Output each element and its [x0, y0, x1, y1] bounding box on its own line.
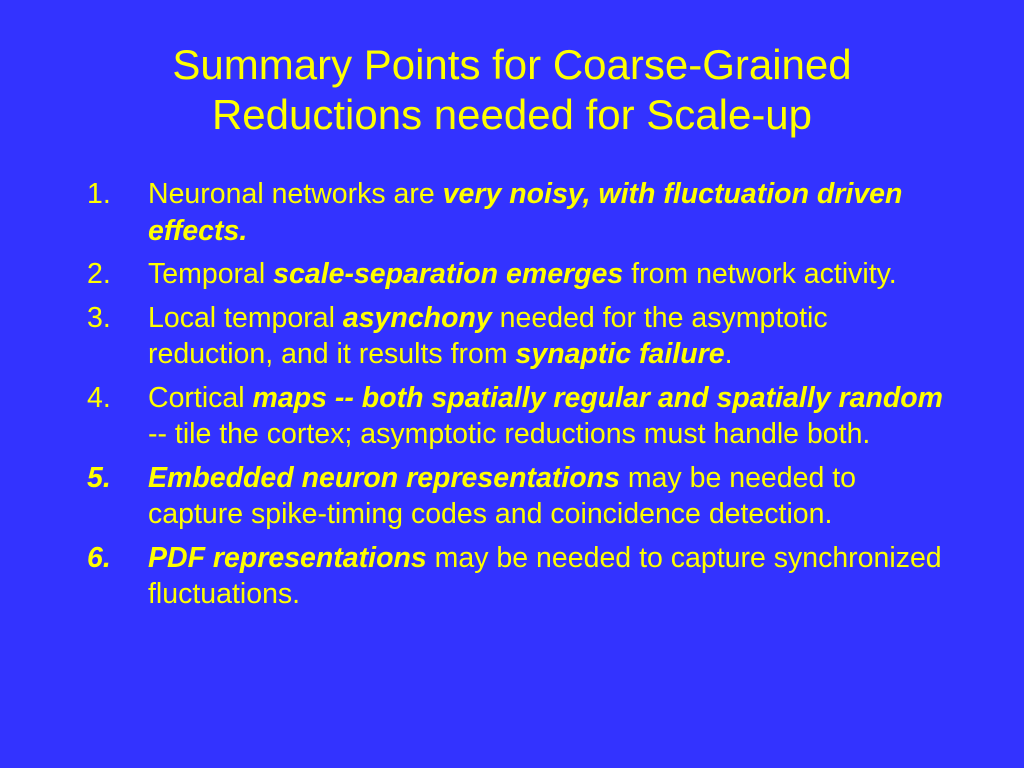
point-text-run: may be needed to capture synchronized fluctuations. — [148, 541, 942, 610]
summary-points-list — [87, 176, 947, 620]
point-number: 4. — [87, 381, 111, 414]
summary-point-1 — [87, 176, 947, 249]
point-text-run: Local temporal — [148, 301, 343, 334]
summary-point-2 — [87, 256, 947, 293]
point-text — [148, 258, 897, 290]
point-text-run: from network activity. — [623, 258, 897, 290]
point-text-run: Neuronal networks are — [148, 178, 443, 210]
emphasized-text: scale-separation emerges — [273, 258, 624, 290]
emphasized-text: PDF representations — [148, 541, 427, 574]
slide-title — [0, 40, 1024, 140]
point-text-run: needed for the asymptotic reduction, and it results from — [148, 301, 828, 370]
emphasized-text: Embedded neuron representations — [148, 461, 620, 494]
summary-point-3 — [87, 300, 947, 373]
emphasized-text: very noisy, with fluctuation driven effects. — [148, 178, 903, 247]
point-text — [148, 382, 943, 451]
point-text — [148, 542, 942, 611]
point-number: 3. — [87, 301, 111, 334]
point-number: 6. — [87, 541, 111, 574]
emphasized-text: synaptic failure — [515, 338, 725, 370]
title-line-1: Summary Points for Coarse-Grained — [172, 41, 852, 88]
point-text-run: Cortical — [148, 381, 253, 414]
point-number: 5. — [87, 461, 111, 494]
point-text-run: may be needed to capture spike-timing codes and coincidence detection. — [148, 461, 857, 530]
summary-point-4 — [87, 380, 947, 453]
point-number: 1. — [87, 178, 111, 210]
point-text — [148, 302, 828, 371]
point-text-run: Temporal — [148, 258, 274, 290]
point-text — [148, 178, 902, 247]
title-line-2: Reductions needed for Scale-up — [211, 91, 813, 138]
emphasized-text: maps -- both spatially regular and spatially random — [252, 381, 944, 414]
point-text-run: . — [724, 338, 733, 370]
point-text — [148, 462, 856, 531]
summary-point-5 — [87, 460, 947, 533]
emphasized-text: asynchony — [342, 301, 492, 334]
summary-point-6 — [87, 540, 947, 613]
point-number: 2. — [87, 258, 111, 290]
point-text-run: -- tile the cortex; asymptotic reductions must handle both. — [148, 418, 871, 450]
